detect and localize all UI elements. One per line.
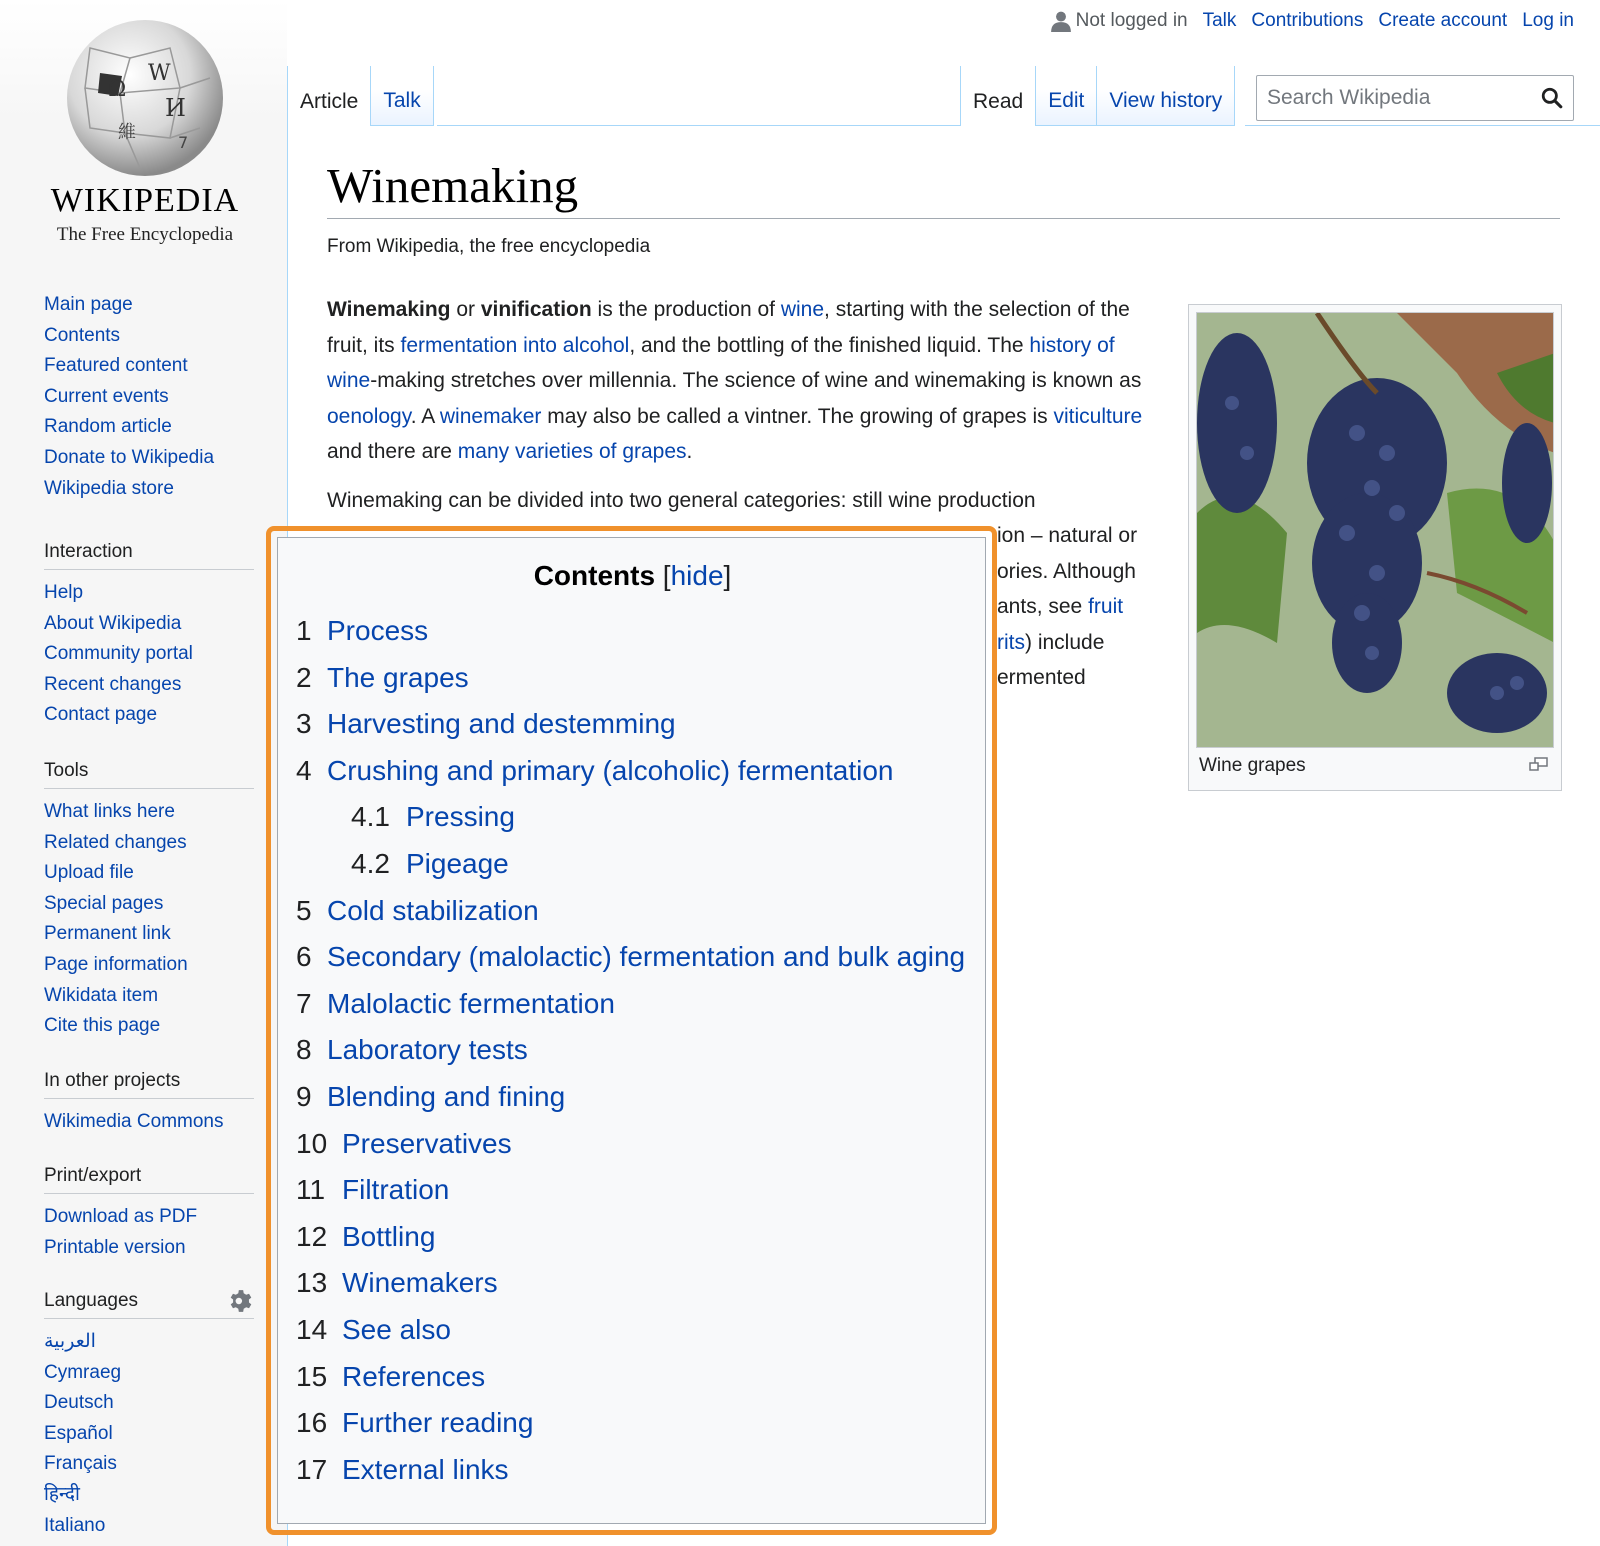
bold-term: vinification [480,298,592,321]
sidebar-languages [44,1290,254,1541]
sidebar-heading-other-projects: In other projects [44,1070,254,1099]
toc-item[interactable] [296,1307,986,1354]
toc-title-label: Contents [533,560,656,591]
sidebar-item-download-pdf[interactable]: Download as PDF [44,1206,198,1227]
sidebar-item-wikidata-item[interactable]: Wikidata item [44,984,159,1006]
paragraph-line: ermented [997,666,1086,690]
sidebar-item-lang-welsh[interactable]: Cymraeg [44,1361,122,1383]
search-icon[interactable] [1541,87,1563,109]
sidebar-item-lang-italian[interactable]: Italiano [44,1514,106,1536]
wikipedia-logo[interactable] [40,18,250,248]
toc-item-number: 7 [296,987,312,1019]
second-paragraph-fragment [997,518,1167,696]
tab-view-history-label: View history [1109,89,1223,112]
toc-item-number: 14 [296,1313,328,1345]
sidebar-heading-languages [44,1290,254,1319]
sidebar-item-printable-version[interactable]: Printable version [44,1236,186,1258]
tab-divider [437,125,960,126]
link-oenology[interactable]: oenology [327,404,411,428]
sidebar-item-contact[interactable]: Contact page [44,704,158,726]
toc-item-link[interactable]: External links [342,1453,509,1485]
toc-item-link[interactable]: See also [342,1313,451,1345]
tab-read-label: Read [973,90,1024,113]
toc-item[interactable] [296,655,986,702]
link-viticulture[interactable]: viticulture [1053,404,1143,428]
toc-item[interactable] [296,1121,986,1168]
sidebar-item-contents[interactable]: Contents [44,324,121,346]
tab-read[interactable] [960,66,1036,126]
tab-talk-label: Talk [383,89,421,112]
toc-item-number: 4.1 [351,801,390,833]
sidebar-item-what-links-here[interactable]: What links here [44,801,175,822]
toc-list [296,608,986,1493]
toc-item-link[interactable]: Blending and fining [327,1080,566,1112]
text: and there are [327,440,458,464]
sidebar-heading-tools: Tools [44,760,254,789]
sidebar-item-main-page[interactable]: Main page [44,294,133,315]
sidebar-item-upload-file[interactable]: Upload file [44,862,134,884]
toc-item-link[interactable]: Malolactic fermentation [327,987,615,1019]
sidebar-item-permanent-link[interactable]: Permanent link [44,923,171,945]
toc-item-link[interactable]: Secondary (malolactic) fermentation and bulk aging [327,941,966,973]
toc-item-number: 12 [296,1220,328,1252]
tab-article[interactable] [287,66,371,126]
link-winemaker[interactable]: winemaker [439,404,542,428]
image-thumbnail [1188,304,1562,791]
toc-item-number: 11 [296,1174,326,1206]
toc-item-number: 9 [296,1080,312,1112]
text: , starting with the selection of the fruit, its [327,298,1130,357]
tab-article-label: Article [300,90,359,113]
text: or [450,298,481,321]
tab-divider-right [1245,125,1600,126]
toc-item-number: 5 [296,894,312,926]
tab-view-history[interactable] [1097,66,1235,126]
link-fermentation[interactable]: fermentation into alcohol [400,333,630,357]
toc-item[interactable] [296,934,986,981]
link-grape-varieties[interactable]: many varieties of grapes [457,440,687,464]
toc-item-number: 8 [296,1034,312,1066]
text: may also be called a vintner. The growing of grapes is [541,404,1054,428]
bold-term: Winemaking [327,298,451,321]
enlarge-icon[interactable] [1529,757,1549,771]
toc-item[interactable] [296,1214,986,1261]
sidebar-item-random-article[interactable]: Random article [44,416,172,438]
sidebar-item-current-events[interactable]: Current events [44,385,169,407]
toc-item-number: 16 [296,1407,328,1439]
toc-item[interactable] [296,981,986,1028]
sidebar-item-lang-german[interactable]: Deutsch [44,1392,114,1414]
tab-talk[interactable] [371,66,433,126]
sidebar-item-featured-content[interactable]: Featured content [44,355,188,377]
svg-text:維: 維 [118,122,136,143]
sidebar-item-help[interactable]: Help [44,582,84,603]
talk-link[interactable]: Talk [1202,10,1237,31]
toc-item-number: 6 [296,941,312,973]
svg-text:И: И [165,94,186,122]
toc-item-number: 4 [296,754,312,786]
sidebar-item-related-changes[interactable]: Related changes [44,831,187,853]
sidebar-item-lang-arabic[interactable]: العربية [44,1331,96,1352]
toc-item[interactable] [296,608,986,655]
toc-item-link[interactable]: Laboratory tests [327,1034,528,1066]
toc-item[interactable] [296,748,986,795]
toc-item[interactable] [296,841,986,888]
intro-paragraph [327,292,1162,470]
tab-edit-label: Edit [1048,89,1085,112]
bracket: [ [662,560,671,591]
sidebar-item-community-portal[interactable]: Community portal [44,643,193,665]
text: . [686,440,693,464]
toc-title [278,560,987,592]
toc-item-link[interactable]: Cold stabilization [327,894,539,926]
toc-item-link[interactable]: Further reading [342,1407,534,1439]
sidebar-item-donate[interactable]: Donate to Wikipedia [44,446,215,468]
toc-item[interactable] [296,1260,986,1307]
table-of-contents [277,537,986,1524]
view-tabs [960,66,1235,126]
link-history-of-wine[interactable]: history of wine [327,333,1115,393]
wine-grapes-image[interactable] [1196,312,1554,748]
paragraph-line [997,625,1167,661]
sidebar-heading-interaction: Interaction [44,541,254,570]
toc-item[interactable] [296,701,986,748]
toc-item[interactable] [296,1027,986,1074]
sidebar-item-cite-page[interactable]: Cite this page [44,1015,161,1037]
toc-item-number: 3 [296,708,312,740]
text: , and the bottling of the finished liquid. The [629,333,1030,357]
toc-item[interactable] [296,888,986,935]
sidebar-item-lang-french[interactable]: Français [44,1453,117,1475]
toc-item-link[interactable]: Pigeage [406,847,509,879]
toc-item-number: 1 [296,615,312,646]
toc-item-link[interactable]: References [342,1360,486,1392]
sidebar-item-lang-spanish[interactable]: Español [44,1422,113,1444]
user-icon [1050,10,1072,32]
personal-tools [1035,10,1574,32]
toc-item[interactable] [296,1354,986,1401]
toc-item-link[interactable]: Bottling [342,1220,436,1252]
toc-hide-toggle [663,560,732,591]
bracket: ] [723,560,732,591]
sidebar-navigation [44,290,254,504]
sidebar-print-export [44,1165,254,1263]
sidebar-item-about[interactable]: About Wikipedia [44,612,182,634]
text: -making stretches over millennia. The science of wine and winemaking is known as [370,369,1142,393]
namespace-tabs [287,66,434,126]
text: . A [410,404,440,428]
toc-item-link[interactable]: Winemakers [342,1267,498,1299]
toc-item-link[interactable]: Preservatives [342,1127,512,1159]
text: ) include [1025,630,1105,654]
globe-icon [60,18,230,178]
link-spirits[interactable]: rits [997,630,1025,654]
sidebar-other-projects [44,1070,254,1138]
toc-item[interactable] [296,1167,986,1214]
grapes-illustration [1197,313,1554,748]
not-logged-in [1050,10,1188,32]
toc-item-number: 4.2 [351,847,390,879]
toc-item-number: 15 [296,1360,328,1392]
text: is the production of [591,298,781,321]
toc-item-link[interactable]: The grapes [327,661,469,693]
sidebar-item-page-information[interactable]: Page information [44,953,188,975]
toc-item[interactable] [296,794,986,841]
toc-item-link[interactable]: Filtration [342,1174,450,1206]
toc-item-number: 13 [296,1267,328,1299]
toc-item-link[interactable]: Crushing and primary (alcoholic) fermentation [327,754,894,786]
tab-edit[interactable] [1036,66,1097,126]
svg-text:Ω: Ω [108,77,127,102]
toc-item-link[interactable]: Process [327,615,429,646]
toc-item-number: 17 [296,1453,328,1485]
gear-icon[interactable] [228,1288,254,1314]
svg-text:7: 7 [178,133,189,152]
tagline: The Free Encyclopedia [56,224,234,245]
paragraph-line [997,589,1167,625]
wordmark: WIKIPEDIA [50,182,240,219]
text: ants, see [997,595,1089,619]
site-subtitle: From Wikipedia, the free encyclopedia [327,236,651,257]
link-fruit[interactable]: fruit [1088,595,1124,619]
create-account-link[interactable]: Create account [1378,10,1508,31]
paragraph-line: ion – natural or [997,524,1138,547]
sidebar-item-recent-changes[interactable]: Recent changes [44,673,182,695]
sidebar-item-lang-hindi[interactable]: हिन्दी [44,1483,80,1505]
toc-hide-link[interactable]: hide [670,560,724,591]
sidebar-item-store[interactable]: Wikipedia store [44,477,174,499]
svg-text:W: W [148,61,171,86]
search-input[interactable] [1256,75,1574,121]
sidebar-heading-print-export: Print/export [44,1165,254,1194]
contributions-link[interactable]: Contributions [1251,10,1364,31]
paragraph-line: Winemaking can be divided into two general categories: still wine production [327,489,1036,512]
search-placeholder: Search Wikipedia [1267,86,1431,109]
sidebar-item-special-pages[interactable]: Special pages [44,892,164,914]
image-caption: Wine grapes [1199,755,1306,776]
toc-item[interactable] [296,1447,986,1494]
toc-item[interactable] [296,1074,986,1121]
toc-item-link[interactable]: Pressing [406,801,515,833]
paragraph-line: ories. Although [997,559,1136,583]
second-paragraph [327,483,1162,519]
toc-item-number: 2 [296,661,312,693]
sidebar-tools [44,760,254,1042]
page-title: Winemaking [327,157,1560,219]
toc-item-number: 10 [296,1127,328,1159]
sidebar-interaction [44,541,254,731]
toc-item[interactable] [296,1400,986,1447]
not-logged-in-label: Not logged in [1075,10,1188,31]
sidebar-item-wikimedia-commons[interactable]: Wikimedia Commons [44,1111,224,1132]
link-wine[interactable]: wine [780,298,825,321]
log-in-link[interactable]: Log in [1522,10,1574,31]
toc-item-link[interactable]: Harvesting and destemming [327,708,676,740]
languages-heading-label: Languages [44,1290,139,1311]
